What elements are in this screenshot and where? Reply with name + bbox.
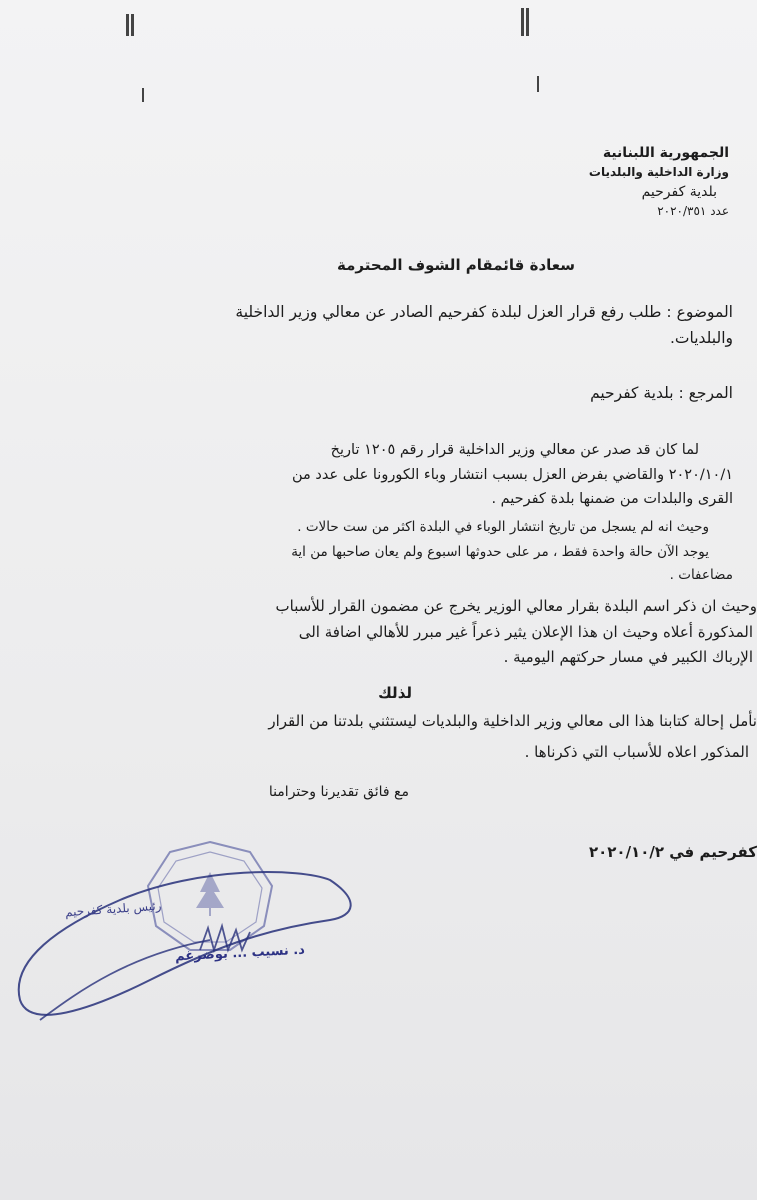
signature-name: د. نسيب ... بوضرغم [174, 942, 306, 965]
letterhead-country: الجمهورية اللبنانية [602, 145, 729, 161]
punch-mark [537, 76, 539, 92]
addressee: سعادة قائمقام الشوف المحترمة [337, 256, 575, 274]
subject-line-1: الموضوع : طلب رفع قرار العزل لبلدة كفرحيم الصادر عن معالي وزير الداخلية [235, 303, 733, 321]
paragraph-4-line-3: الإرباك الكبير في مسار حركتهم اليومية . [503, 648, 753, 666]
letterhead-ministry: وزارة الداخلية والبلديات [588, 165, 729, 179]
letterhead-municipality: بلدية كفرحيم [641, 184, 717, 200]
letterhead-reference-no: عدد ٢٠٢٠/٣٥١ [657, 204, 729, 218]
paragraph-5-line-1: نأمل إحالة كتابنا هذا الى معالي وزير الداخلية والبلديات ليستثني بلدتنا من القرار [268, 712, 757, 730]
paragraph-1-line-3: القرى والبلدات من ضمنها بلدة كفرحيم . [491, 491, 733, 508]
punch-mark [142, 88, 144, 102]
paragraph-4-line-1: وحيث ان ذكر اسم البلدة بقرار معالي الوزير يخرج عن مضمون القرار للأسباب [275, 597, 757, 615]
punch-mark [526, 8, 529, 36]
letter-body [103, 438, 733, 587]
date-line: كفرحيم في ٢٠٢٠/١٠/٢ [588, 843, 757, 861]
paragraph-3-line-1: يوجد الآن حالة واحدة فقط ، مر على حدوثها اسبوع ولم يعان صاحبها من اية [291, 543, 709, 560]
paragraph-4 [17, 594, 757, 671]
therefore-heading: لذلك [378, 684, 412, 702]
punch-mark [131, 14, 134, 36]
punch-mark [126, 14, 129, 36]
paragraph-1-line-1: لما كان قد صدر عن معالي وزير الداخلية قرار رقم ١٢٠٥ تاريخ [330, 442, 699, 458]
subject-line-2: والبلديات. [669, 328, 733, 347]
signature-title: رئيس بلدية كفرحيم [64, 898, 162, 920]
closing-line: مع فائق تقديرنا وحترامنا [268, 784, 409, 800]
paragraph-4-line-2: المذكورة أعلاه وحيث ان هذا الإعلان يثير ذعراً غير مبرر للأهالي اضافة الى [298, 622, 753, 641]
letterhead [509, 146, 729, 217]
paragraph-5-line-2: المذكور اعلاه للأسباب التي ذكرناها . [524, 742, 749, 761]
paragraph-2: وحيث انه لم يسجل من تاريخ انتشار الوباء في البلدة اكثر من ست حالات . [297, 518, 709, 535]
paragraph-5 [13, 706, 757, 768]
punch-mark [521, 8, 524, 36]
paragraph-1-line-2: ٢٠٢٠/١٠/١ والقاضي بفرض العزل بسبب انتشار وباء الكورونا على عدد من [292, 466, 733, 483]
reference: المرجع : بلدية كفرحيم [590, 384, 733, 402]
paragraph-3-line-2: مضاعفات . [669, 566, 733, 583]
subject [113, 300, 733, 351]
